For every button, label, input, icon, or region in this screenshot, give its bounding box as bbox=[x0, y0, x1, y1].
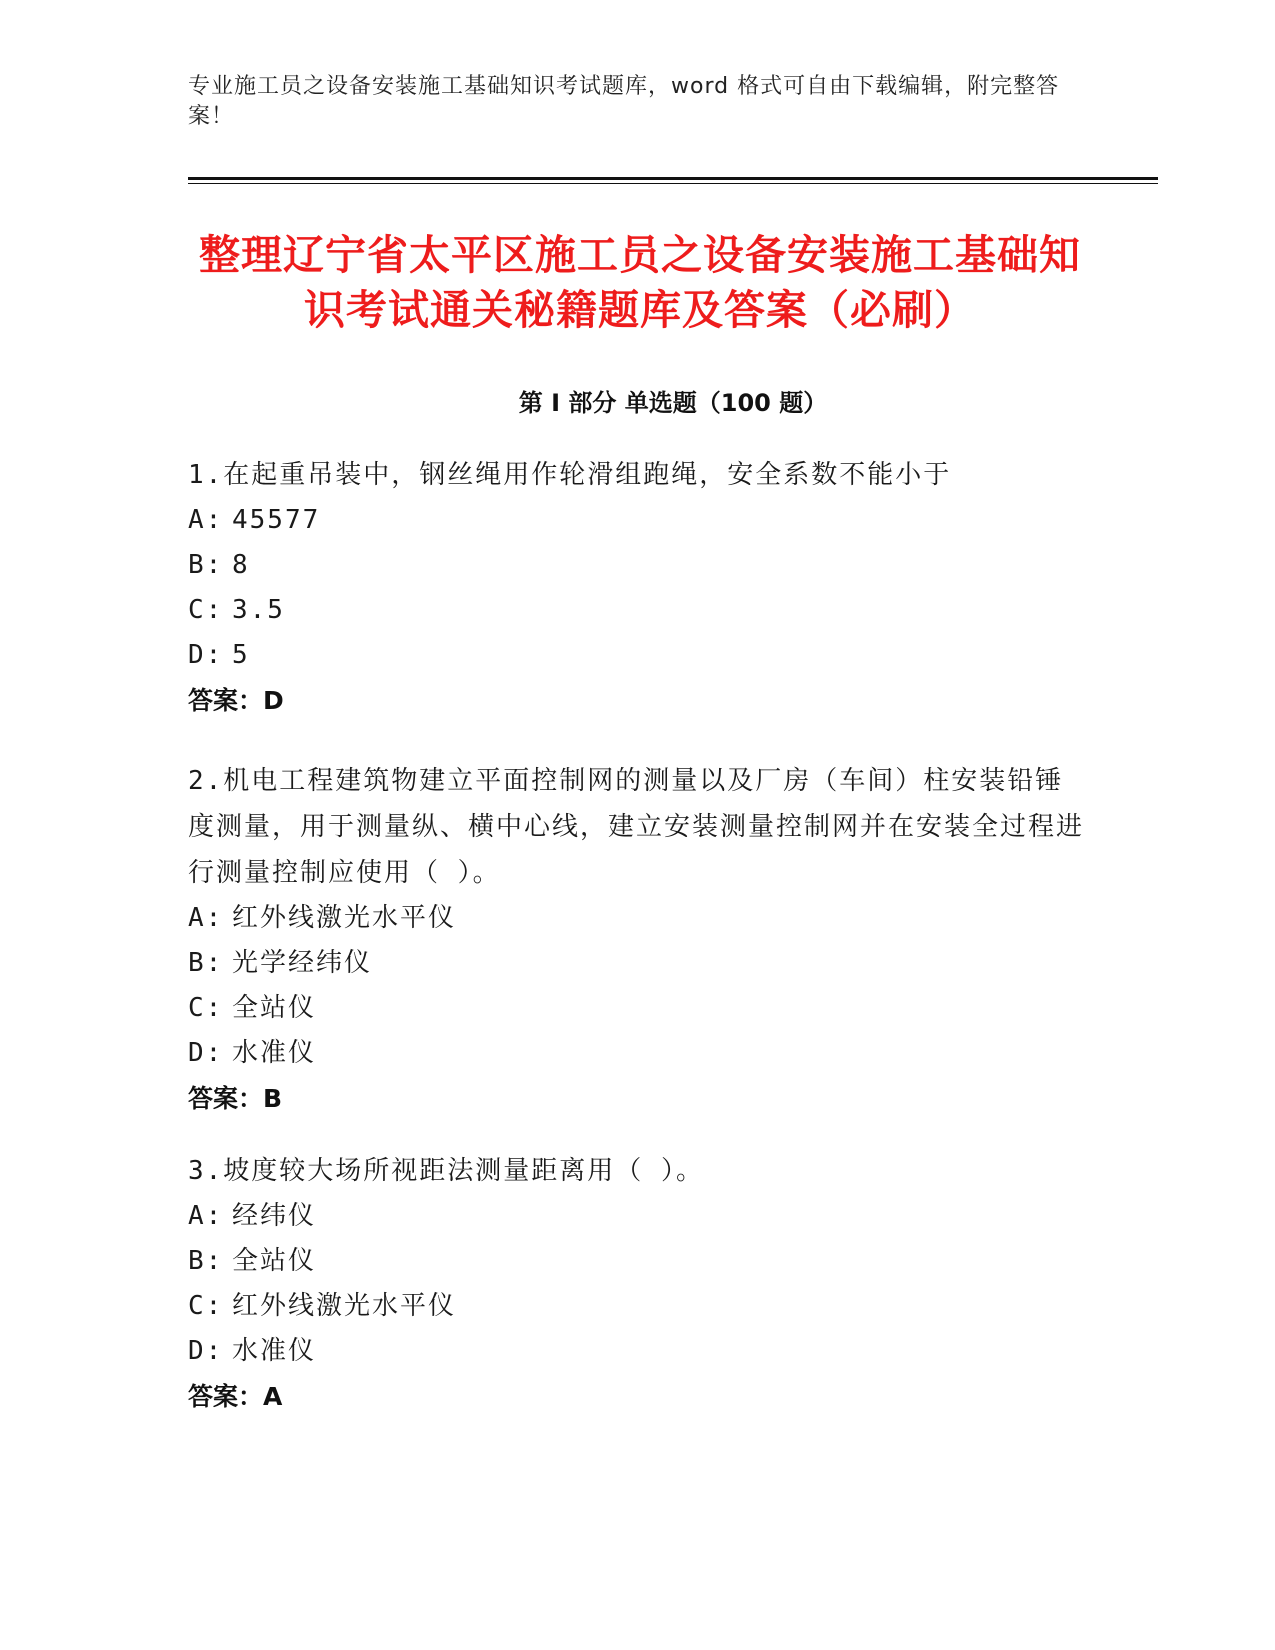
question-stem: 1.在起重吊装中，钢丝绳用作轮滑组跑绳，安全系数不能小于 bbox=[188, 460, 952, 490]
option-letter: B: bbox=[188, 1246, 224, 1276]
section-heading: 第 I 部分 单选题（100 题） bbox=[518, 389, 828, 417]
option-c bbox=[188, 588, 1088, 633]
question-stem: 3.坡度较大场所视距法测量距离用（ ）。 bbox=[188, 1156, 704, 1186]
option-b bbox=[188, 941, 1088, 986]
option-letter: A: bbox=[188, 903, 224, 933]
option-letter: A: bbox=[188, 505, 224, 535]
option-letter: B: bbox=[188, 948, 224, 978]
option-text: 经纬仪 bbox=[232, 1201, 317, 1231]
document-title: 整理辽宁省太平区施工员之设备安装施工基础知识考试通关秘籍题库及答案（必刷） bbox=[199, 231, 1081, 334]
option-letter: C: bbox=[188, 993, 224, 1023]
answer-line: 答案：B bbox=[188, 1084, 283, 1113]
option-letter: D: bbox=[188, 1038, 224, 1068]
answer-line: 答案：D bbox=[188, 686, 284, 715]
option-text: 45577 bbox=[232, 505, 321, 535]
header-divider-thin bbox=[188, 183, 1158, 184]
option-text: 全站仪 bbox=[232, 1246, 317, 1276]
option-c bbox=[188, 1284, 1088, 1329]
option-a bbox=[188, 498, 1088, 543]
option-text: 水准仪 bbox=[232, 1038, 317, 1068]
option-a bbox=[188, 896, 1088, 941]
option-text: 5 bbox=[232, 640, 250, 670]
option-letter: D: bbox=[188, 640, 224, 670]
question-3 bbox=[188, 1148, 1088, 1420]
option-text: 3.5 bbox=[232, 595, 285, 625]
option-d bbox=[188, 633, 1088, 678]
option-letter: C: bbox=[188, 1291, 224, 1321]
header-note: 专业施工员之设备安装施工基础知识考试题库，word 格式可自由下载编辑，附完整答案！ bbox=[188, 74, 1060, 129]
option-b bbox=[188, 543, 1088, 588]
option-text: 水准仪 bbox=[232, 1336, 317, 1366]
option-text: 红外线激光水平仪 bbox=[232, 903, 457, 933]
option-letter: D: bbox=[188, 1336, 224, 1366]
option-letter: C: bbox=[188, 595, 224, 625]
option-text: 红外线激光水平仪 bbox=[232, 1291, 457, 1321]
question-2 bbox=[188, 758, 1088, 1122]
option-text: 光学经纬仪 bbox=[232, 948, 373, 978]
option-text: 8 bbox=[232, 550, 250, 580]
header-divider-thick bbox=[188, 177, 1158, 180]
option-c bbox=[188, 986, 1088, 1031]
question-1 bbox=[188, 452, 1088, 724]
option-b bbox=[188, 1239, 1088, 1284]
option-letter: B: bbox=[188, 550, 224, 580]
answer-line: 答案：A bbox=[188, 1382, 283, 1411]
option-d bbox=[188, 1329, 1088, 1374]
option-a bbox=[188, 1194, 1088, 1239]
option-letter: A: bbox=[188, 1201, 224, 1231]
option-d bbox=[188, 1031, 1088, 1076]
option-text: 全站仪 bbox=[232, 993, 317, 1023]
question-stem: 2.机电工程建筑物建立平面控制网的测量以及厂房（车间）柱安装铅锤度测量，用于测量纵、横中心线，建立安装测量控制网并在安装全过程进行测量控制应使用（ ）。 bbox=[188, 766, 1085, 888]
